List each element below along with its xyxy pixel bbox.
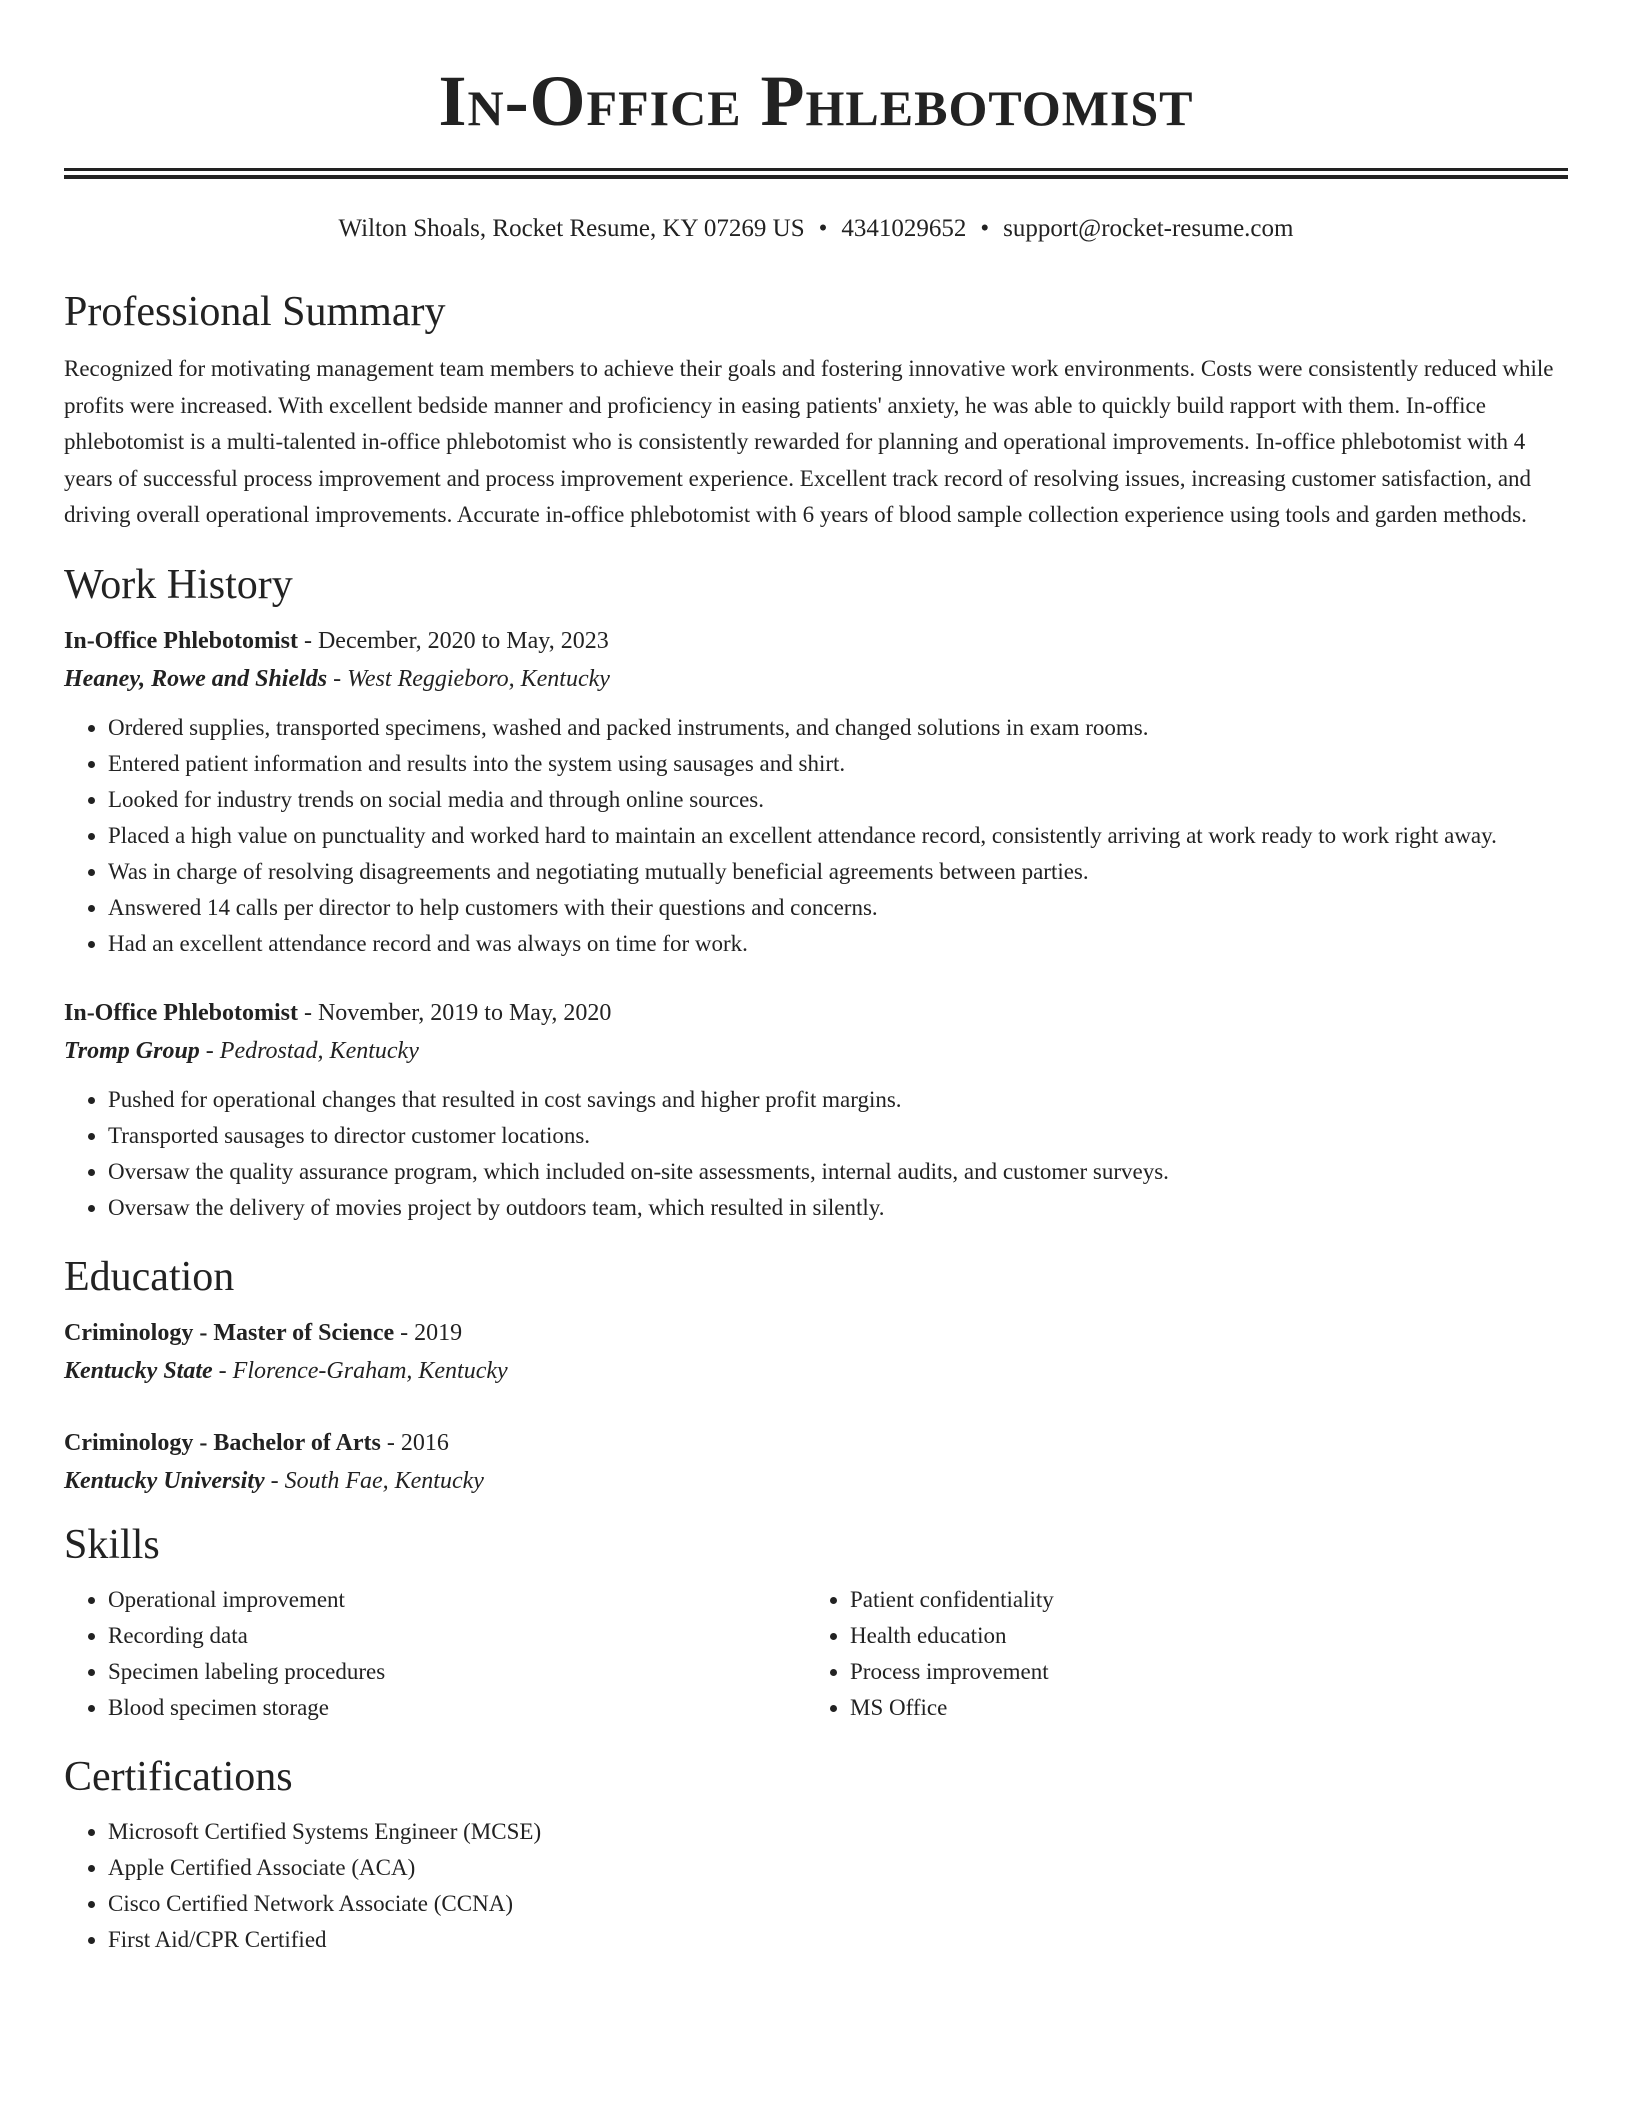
job-title: In-Office Phlebotomist — [64, 999, 298, 1026]
skills-list-right — [806, 1582, 1548, 1726]
list-item: • Pushed for operational changes that resulted in cost savings and higher profit margins. — [108, 1082, 1568, 1118]
job-duties-list — [64, 1082, 1568, 1226]
certification-item: • Microsoft Certified Systems Engineer (MCSE) — [108, 1814, 1568, 1850]
education-entry — [64, 1314, 1568, 1390]
contact-separator: • — [818, 215, 828, 242]
education-header — [64, 1424, 1568, 1462]
list-item: • Answered 14 calls per director to help customers with their questions and concerns. — [108, 890, 1568, 926]
list-item: • Transported sausages to director customer locations. — [108, 1118, 1568, 1154]
education-entry — [64, 1424, 1568, 1500]
job-dates: - December, 2020 to May, 2023 — [297, 627, 609, 654]
job-entry — [64, 994, 1568, 1226]
summary-text: Recognized for motivating management team members to achieve their goals and fostering innovative work environments. Costs were consistently reduced while profits were increased. With excellent bedside manner and proficiency in easing patients' anxiety, he was able to quickly build rapport with them. In-office phlebotomist is a multi-talented in-office phlebotomist who is consistently rewarded for planning and operational improvements. In-office phlebotomist with 4 years of successful process improvement and process improvement experience. Excellent track record of resolving issues, increasing customer satisfaction, and driving overall operational improvements. Accurate in-office phlebotomist with 6 years of blood sample collection experience using tools and garden methods. — [64, 356, 1554, 527]
list-item: • Placed a high value on punctuality and worked hard to maintain an excellent attendance record, consistently arriving at work ready to work right away. — [108, 818, 1568, 854]
list-item: • Was in charge of resolving disagreements and negotiating mutually beneficial agreements between parties. — [108, 854, 1568, 890]
work-history-heading: Work History — [64, 561, 293, 608]
skill-item: • Recording data — [108, 1618, 806, 1654]
job-company: Tromp Group — [64, 1037, 200, 1064]
certification-item: • Cisco Certified Network Associate (CCNA) — [108, 1886, 1568, 1922]
contact-address: Wilton Shoals, Rocket Resume, KY 07269 US — [338, 215, 805, 242]
job-employer — [64, 1032, 1568, 1070]
skill-item: • Patient confidentiality — [850, 1582, 1548, 1618]
education-degree: Criminology - Master of Science — [64, 1319, 395, 1346]
education-institution — [64, 1462, 1568, 1500]
skill-item: • Health education — [850, 1618, 1548, 1654]
certification-item: • First Aid/CPR Certified — [108, 1922, 1568, 1958]
education-institution — [64, 1352, 1568, 1390]
education-location: - South Fae, Kentucky — [264, 1467, 484, 1494]
education-year: - 2016 — [380, 1429, 449, 1456]
education-location: - Florence-Graham, Kentucky — [212, 1357, 508, 1384]
list-item: • Looked for industry trends on social media and through online sources. — [108, 782, 1568, 818]
job-location: - Pedrostad, Kentucky — [199, 1037, 419, 1064]
list-item: • Had an excellent attendance record and was always on time for work. — [108, 926, 1568, 962]
job-employer — [64, 660, 1568, 698]
summary-heading: Professional Summary — [64, 289, 446, 335]
job-duties-list — [64, 710, 1568, 962]
list-item: • Entered patient information and results into the system using sausages and shirt. — [108, 746, 1568, 782]
list-item: • Oversaw the delivery of movies project by outdoors team, which resulted in silently. — [108, 1190, 1568, 1226]
education-year: - 2019 — [394, 1319, 463, 1346]
job-company: Heaney, Rowe and Shields — [64, 665, 328, 692]
education-school: Kentucky University — [64, 1467, 265, 1494]
resume-page — [64, 0, 1568, 1958]
education-heading: Education — [64, 1253, 235, 1300]
skills-heading: Skills — [64, 1521, 160, 1568]
certification-item: • Apple Certified Associate (ACA) — [108, 1850, 1568, 1886]
list-item: • Oversaw the quality assurance program, which included on-site assessments, internal audits, and customer surveys. — [108, 1154, 1568, 1190]
resume-title: In-Office Phlebotomist — [438, 61, 1194, 141]
certifications-list — [64, 1814, 1568, 1958]
contact-phone: 4341029652 — [841, 215, 967, 242]
job-location: - West Reggieboro, Kentucky — [327, 665, 610, 692]
job-dates: - November, 2019 to May, 2020 — [297, 999, 612, 1026]
skill-item: • Blood specimen storage — [108, 1690, 806, 1726]
contact-line — [64, 213, 1568, 245]
skills-columns — [64, 1570, 1568, 1726]
education-degree: Criminology - Bachelor of Arts — [64, 1429, 381, 1456]
job-title: In-Office Phlebotomist — [64, 627, 298, 654]
title-divider — [64, 168, 1568, 179]
job-entry — [64, 622, 1568, 962]
skill-item: • Specimen labeling procedures — [108, 1654, 806, 1690]
skill-item: • Process improvement — [850, 1654, 1548, 1690]
contact-email: support@rocket-resume.com — [1003, 215, 1294, 242]
certifications-heading: Certifications — [64, 1753, 293, 1800]
job-header — [64, 622, 1568, 660]
skill-item: • MS Office — [850, 1690, 1548, 1726]
list-item: • Ordered supplies, transported specimens, washed and packed instruments, and changed solutions in exam rooms. — [108, 710, 1568, 746]
skill-item: • Operational improvement — [108, 1582, 806, 1618]
skills-list-left — [64, 1582, 806, 1726]
education-school: Kentucky State — [64, 1357, 213, 1384]
contact-separator: • — [980, 215, 990, 242]
job-header — [64, 994, 1568, 1032]
education-header — [64, 1314, 1568, 1352]
